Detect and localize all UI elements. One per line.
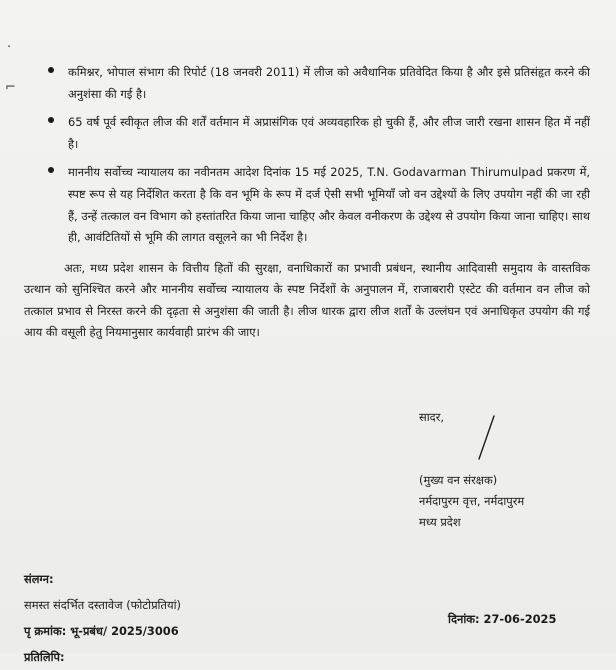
bullet-icon [48, 67, 54, 73]
bullet-text: 65 वर्ष पूर्व स्वीकृत लीज की शर्तें वर्तमान में अप्रासंगिक एवं अव्यवहारिक हो चुकी हैं, और लीज जारी रखना शासन हित में नहीं है। [68, 115, 590, 151]
list-item [42, 162, 590, 248]
signatory-title: (मुख्य वन संरक्षक) [419, 473, 498, 487]
bullet-text: कमिश्नर, भोपाल संभाग की रिपोर्ट (18 जनवरी 2011) में लीज को अवैधानिक प्रतिवेदित किया है और इसे प्रतिसंहृत करने की अनुशंसा की गई है। [68, 65, 590, 101]
scan-mark-left: ⌐ [5, 80, 16, 95]
copy-label: प्रतिलिपि: [24, 650, 65, 664]
scan-mark-top: · [7, 40, 12, 55]
list-item [42, 112, 590, 155]
letter-date: दिनांक: 27-06-2025 [448, 612, 557, 626]
signatory-state: मध्य प्रदेश [419, 515, 461, 529]
bullet-list [42, 62, 590, 256]
enclosure-text: समस्त संदर्भित दस्तावेज (फोटोप्रतियां) [24, 598, 181, 612]
signatory-block [419, 470, 524, 533]
bullet-icon [48, 167, 54, 173]
recommendation-paragraph: अतः, मध्य प्रदेश शासन के वित्तीय हितों की सुरक्षा, वनाधिकारों का प्रभावी प्रबंधन, स्थानीय आदिवासी समुदाय के वास्तविक उत्थान को सुनिश्चित करने और माननीय सर्वोच्च न्यायालय के स्पष्ट निर्देशों के अनुपालन में, राजाबरारी एस्टेट की वर्तमान वन लीज को तत्काल प्रभाव से निरस्त करने की दृढ़ता से अनुशंसा की जाती है। लीज धारक द्वारा लीज शर्तों के उल्लंघन एवं अनाधिकृत उपयोग की गई आय की वसूली हेतु नियमानुसार कार्यवाही प्रारंभ की जाए। [24, 261, 590, 340]
bullet-icon [48, 117, 54, 123]
bullet-text: माननीय सर्वोच्च न्यायालय का नवीनतम आदेश दिनांक 15 मई 2025, T.N. Godavarman Thirumulpad प्रकरण में, स्पष्ट रूप से यह निर्देशित करता है कि वन भूमि के रूप में दर्ज ऐसी सभी भूमियाँ जो वन उद्देश्यों के लिए उपयोग नहीं की जा रही हैं, उन्हें तत्काल वन विभाग को हस्तांतरित किया जाना चाहिए और केवल वनीकरण के उद्देश्य से उपयोग किया जाना चाहिए। साथ ही, आवंटितियों से भूमि की लागत वसूलने का भी निर्देश है। [68, 165, 590, 245]
enclosure-label: संलग्न: [24, 572, 54, 586]
reference-number: पृ क्रमांक: भू-प्रबंध/ 2025/3006 [24, 624, 179, 638]
signatory-office: नर्मदापुरम वृत्त, नर्मदापुरम [419, 494, 525, 508]
signature-mark [474, 413, 498, 463]
list-item [42, 62, 590, 105]
enclosure-block [24, 566, 181, 670]
closing-salutation: सादर, [419, 410, 444, 424]
